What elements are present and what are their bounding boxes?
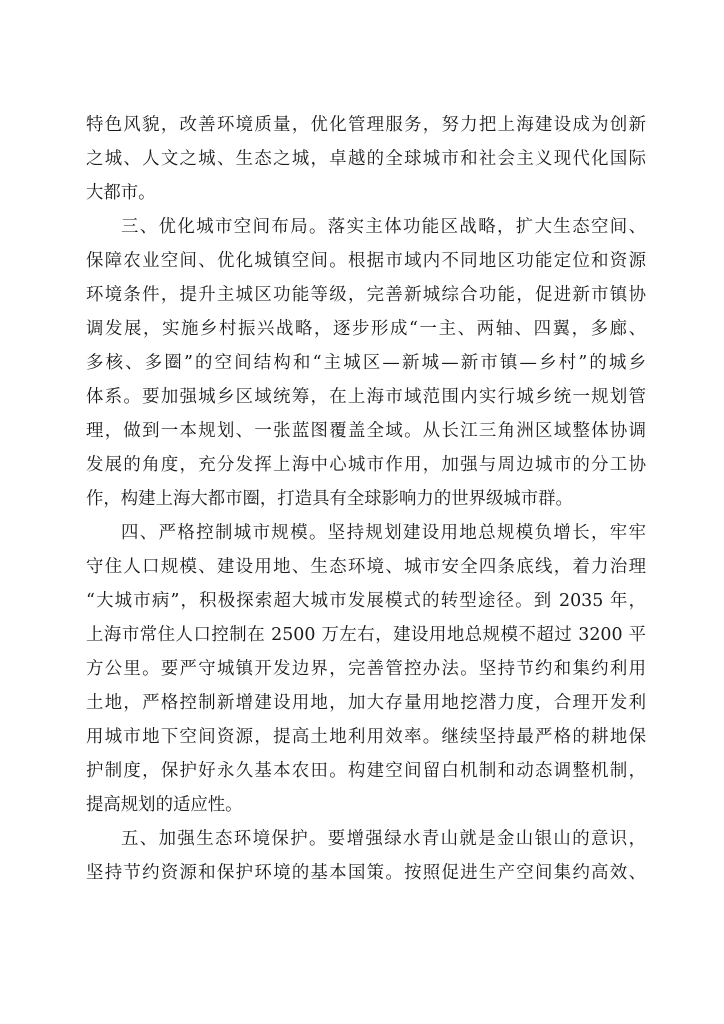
text-line: 方公里。要严守城镇开发边界，完善管控办法。坚持节约和集约利用 [86,659,646,679]
text-line: 用城市地下空间资源，提高土地利用效率。继续坚持最严格的耕地保 [86,727,646,747]
text-line: 特色风貌，改善环境质量，优化管理服务，努力把上海建设成为创新 [86,115,646,135]
text-line: 土地，严格控制新增建设用地，加大存量用地挖潜力度，合理开发利 [86,693,646,713]
text-line: 环境条件，提升主城区功能等级，完善新城综合功能，促进新市镇协 [86,285,646,305]
text-line: 作，构建上海大都市圈，打造具有全球影响力的世界级城市群。 [86,489,573,509]
text-line: 多核、多圈”的空间结构和“主城区—新城—新市镇—乡村”的城乡 [86,353,646,373]
text-line: 守住人口规模、建设用地、生态环境、城市安全四条底线，着力治理 [86,557,646,577]
text-line: 发展的角度，充分发挥上海中心城市作用，加强与周边城市的分工协 [86,455,646,475]
text-line: 大都市。 [86,183,156,203]
text-line: 保障农业空间、优化城镇空间。根据市域内不同地区功能定位和资源 [86,251,646,271]
text-line: 之城、人文之城、生态之城，卓越的全球城市和社会主义现代化国际 [86,149,646,169]
text-line: 坚持节约资源和保护环境的基本国策。按照促进生产空间集约高效、 [86,863,646,883]
text-line: 四、严格控制城市规模。坚持规划建设用地总规模负增长，牢牢 [121,523,646,543]
text-line: 调发展，实施乡村振兴战略，逐步形成“一主、两轴、四翼，多廊、 [86,319,646,339]
text-line: 护制度，保护好永久基本农田。构建空间留白机制和动态调整机制， [86,761,646,781]
text-line: 提高规划的适应性。 [86,795,243,815]
text-line: 三、优化城市空间布局。落实主体功能区战略，扩大生态空间、 [121,217,646,237]
text-line: 上海市常住人口控制在 2500 万左右，建设用地总规模不超过 3200 平 [86,625,646,645]
text-line: 体系。要加强城乡区域统筹，在上海市域范围内实行城乡统一规划管 [86,387,646,407]
text-line: “大城市病”，积极探索超大城市发展模式的转型途径。到 2035 年， [86,591,646,611]
text-line: 五、加强生态环境保护。要增强绿水青山就是金山银山的意识， [121,829,646,849]
text-line: 理，做到一本规划、一张蓝图覆盖全域。从长江三角洲区域整体协调 [86,421,646,441]
